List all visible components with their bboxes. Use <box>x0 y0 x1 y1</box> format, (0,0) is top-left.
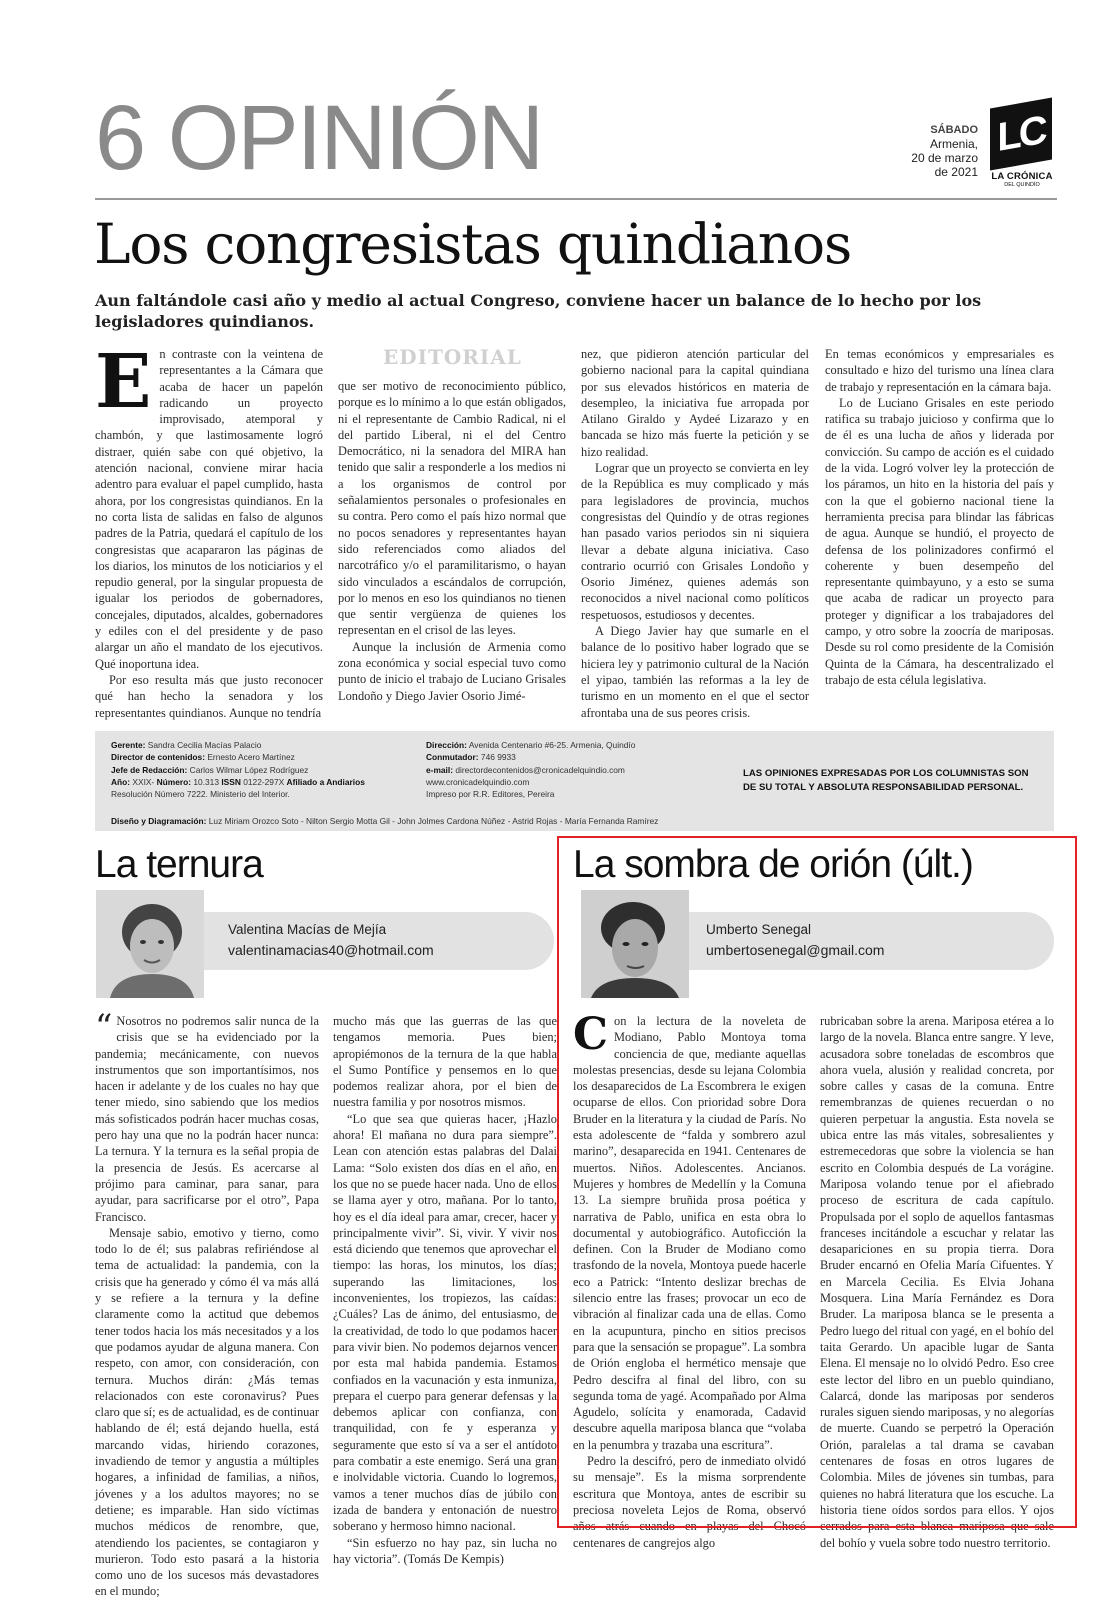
editorial-col3-p1: nez, que pidieron atención particular del gobierno nacional para la capital quindiana por sus elevados históricos en materia de desempleo, la iniciativa fue arropada por Atilano Giraldo y Aydeé Lizarazo y en bancada se hizo más fuerte la petición y se hizo realidad. <box>581 347 809 459</box>
ternura-column-2 <box>333 1013 557 1567</box>
author-avatar-ternura <box>96 890 204 998</box>
ano-label: Año: <box>111 776 131 787</box>
logo-sub: DEL QUINDÍO <box>1004 182 1040 188</box>
orion-c1-p1: on la lectura de la noveleta de Modiano, Pablo Montoya toma conciencia de que, mediante aquellas molestas presencias, desde su lejana Colombia los desaparecidos de La Escombrera le exigen ocuparse de ellos. Con prioridad sobre Dora Bruder en la literatura y la ciudad de París. No esta adolescente de “falda y sombrero azul marino”, desaparecida en 1941. Centenares de muertos. Niños. Adolescentes. Ancianos. Mujeres y hombres de Medellín y la Comuna 13. La siempre bruñida prosa poética y narrativa de Pablo, unifica en esta obra lo documental y autobiográfico. Autoficción la definen. Con la Bruder de Modiano como trasfondo de la novela, Montoya puede hacerle eco a Patrick: “Intento deslizar brechas de silencio entre las frases; provocar un eco de vibración al finalizar cada una de ellas. Como en la acupuntura, pincho en sitios precisos para que la sensación se propague”. La sombra de Orión engloba el hermético mensaje que Pedro descifra al final del libro, con su segunda toma de yagé. Acompañado por Alma Agudelo, solícita y enamorada, Cadavid descubre aquella mariposa blanca que “volaba en la penumbra y trazaba una escritura”. <box>573 1014 806 1452</box>
conmutador-value: 746 9933 <box>480 752 516 763</box>
author-name-orion: Umberto Senegal <box>706 922 812 937</box>
date-day: SÁBADO <box>930 124 978 136</box>
director-name: Ernesto Acero Martínez <box>207 752 295 763</box>
editorial-headline: Los congresistas quindianos <box>94 212 851 276</box>
editorial-col2-p2: Aunque la inclusión de Armenia como zona económica y social especial tuvo como punto de inicio el trabajo de Luciano Grisales Londoño y Diego Javier Osorio Jimé- <box>338 639 566 703</box>
direccion-label: Dirección: <box>426 740 467 750</box>
jefe-label: Jefe de Redacción: <box>111 764 188 775</box>
editorial-col3-p2: Lograr que un proyecto se convierta en ley de la República es muy complicado y más para legisladores de provincia, muchos congresistas del Quindío y de otras regiones han pasado varios periodos sin ni siquiera llevar a debate alguna iniciativa. Caso contrario ocurrió con Grisales Londoño y Osorio Jiménez, quienes además son reconocidos a nivel nacional como políticos respetuosos, estudiosos y decentes. <box>581 461 809 622</box>
numero-value: 10.313 <box>193 776 219 787</box>
diseno-names: Luz Miriam Orozco Soto - Nilton Sergio Motta Gil - John Jolmes Cardona Núñez - Astrid Rojas - María Fernanda Ramírez <box>208 816 659 826</box>
jefe-name: Carlos Wilmar López Rodríguez <box>189 764 309 775</box>
masthead-design-credits <box>111 815 1041 827</box>
newspaper-logo[interactable] <box>990 103 1054 189</box>
ternura-column-1 <box>95 1007 319 1600</box>
orion-c2-p1: rubricaban sobre la arena. Mariposa etérea a lo largo de la novela. Blanca entre sangre. Y leve, acusadora sobre toneladas de escombros que ahora vuela, alusión y realidad concreta, por sobre calles y casas de la comuna. Entre remembranzas de quienes recuerdan o no quieren perpetuar la angustia. Esta novela se ubica entre las más vitales, sobresalientes y estremecedoras que sobre la violencia se han escrito en Colombia después de La vorágine. Mariposa volando tenue por el afiebrado proceso de escritura de cada capítulo. Propulsada por el soplo de aquellos fantasmas franceses incitándole a escuchar y relatar las desapariciones en su propia tierra. Dora Bruder encarnó en Ofelia María Cifuentes. Y en Marcela Cecilia. Es Elvia Johana Mosquera. Lina María Fernández es Dora Bruder. La mariposa blanca se le presenta a Pedro luego del ritual con yagé, en el bohío del taita Gerardo. Un apacible lugar de Santa Elena. El mensaje no lo olvidó Pedro. Eso cree este lector del libro en un pueblo quindiano, Calarcá, donde las mariposas por senderos rurales siguen siendo mariposas, y no alegorías de muerte. Cuando se perpetró la Operación Orión, paralelas a tal drama se cavaban centenares de fosas en otros lugares de Colombia. Miles de jóvenes sin tumbas, para quienes no habrá literatura que los escuche. La historia tiene oídos sordos para ellos. Y ojos cerrados para esta blanca mariposa que sale del bohío y vuela sobre todo nuestro territorio. <box>820 1014 1054 1550</box>
masthead-web-link[interactable]: www.cronicadelquindio.com <box>426 776 530 787</box>
issn-label: ISSN <box>221 776 241 787</box>
editorial-col4-p1: En temas económicos y empresariales es consultado e hizo del turismo una línea clara de trabajo y representación en la cámara baja. <box>825 347 1054 394</box>
highlight-frame <box>557 836 1077 1528</box>
editorial-col1-p1: n contraste con la veintena de representantes a la Cámara que acaba de hacer un papelón radicando un proyecto improvisado, atemporal y chambón, y que lastimosamente logró distraer, quién sabe con qué objetivo, la atención nacional, conviene mirar hacia adentro para evaluar el papel cumplido, hasta ahora, por los congresistas quindianos. En la no corta lista de salidas en falso de algunos padres de la Patria, quedará el capítulo de los congresistas que acapararon las páginas de los diarios, los minutos de los noticiarios y el repudio general, por la singular propuesta de igualar los periodos de gobernadores, concejales, diputados, alcaldes, gobernadores y ediles con el del presidente y de paso alargar un año el mandato de los ejecutivos. Qué inoportuna idea. <box>95 347 323 671</box>
afiliado-text: Afiliado a Andiarios <box>286 776 365 787</box>
disclaimer-text: LAS OPINIONES EXPRESADAS POR LOS COLUMNISTAS SON DE SU TOTAL Y ABSOLUTA RESPONSABILIDAD PERSONAL. <box>743 768 1029 793</box>
column-ternura-title: La ternura <box>95 843 263 886</box>
email-label: e-mail: <box>426 764 453 775</box>
date-full: 20 de marzo <box>911 151 978 165</box>
director-label: Director de contenidos: <box>111 752 205 763</box>
orion-c1-p2: Pedro la descifró, pero de inmediato olvidó su mensaje”. Es la misma sorprendente escritura que Montoya, antes de escribir su preciosa noveleta Lejos de Roma, observó años atrás cuando en playas del Chocó centenares de cangrejos algo <box>573 1454 806 1550</box>
logo-brand: LA CRÓNICA <box>991 171 1053 182</box>
date-year: de 2021 <box>934 165 978 179</box>
author-name-ternura: Valentina Macías de Mejía <box>228 922 387 937</box>
author-bar-ternura <box>150 912 554 970</box>
numero-label: Número: <box>156 776 192 787</box>
editorial-dropcap: E <box>95 339 152 425</box>
section-title: 6 OPINIÓN <box>95 87 543 189</box>
date-city: Armenia, <box>929 137 978 151</box>
editorial-column-4 <box>825 346 1054 688</box>
editorial-col4-p2: Lo de Luciano Grisales en este periodo ratifica su trabajo juicioso y confirma que lo de él es una lucha de años y liderada por convicción. Su campo de acción es el cuidado de la vida. Logró volver ley la protección de los páramos, un hito en la historia del país y con la que el gobierno nacional tiene la herramienta precisa para blindar las fábricas de agua. Aunque se hundió, el proyecto de defensa de los polinizadores confirmó el coherente y buen desempeño del representante quimbayuno, y a esto se suma que acaba de radicar un proyecto para proteger y dignificar a los trabajadores del campo, y otro sobre la zoocría de mariposas. Desde su rol como presidente de la Comisión Quinta de la Cámara, ha descentralizado el trabajo de esta célula legislativa. <box>825 395 1054 687</box>
editorial-column-3 <box>581 346 809 721</box>
logo-mark: LC <box>990 98 1052 171</box>
ano-value: XXIX- <box>132 776 155 787</box>
direccion-value: Avenida Centenario #6-25. Armenia, Quindío <box>468 740 636 750</box>
editorial-label: EDITORIAL <box>383 345 522 369</box>
editorial-column-2 <box>338 378 566 704</box>
masthead-contact <box>426 739 726 800</box>
conmutador-label: Conmutador: <box>426 752 479 763</box>
editorial-col3-p3: A Diego Javier hay que sumarle en el balance de lo positivo haber logrado que se hiciera ley y patrimonio cultural de la Nación el yipao, también las reformas a la ley de turismo en un momento en el que el sector afrontaba una de sus peores crisis. <box>581 624 809 720</box>
issn-value: 0122-297X <box>243 776 285 787</box>
impreso-text: Impreso por R.R. Editores, Pereira <box>426 789 555 800</box>
ternura-c2-p3: “Sin esfuerzo no hay paz, sin lucha no hay victoria”. (Tomás De Kempis) <box>333 1535 557 1566</box>
editorial-column-1 <box>95 339 323 721</box>
quote-mark: “ <box>95 1007 113 1047</box>
gerente-label: Gerente: <box>111 740 146 750</box>
gerente-name: Sandra Cecilia Macías Palacio <box>147 740 262 750</box>
header-divider <box>95 198 1057 200</box>
author-email-ternura[interactable]: valentinamacias40@hotmail.com <box>228 942 434 958</box>
author-email-orion[interactable]: umbertosenegal@gmail.com <box>706 942 885 958</box>
ternura-c1-p2: Mensaje sabio, emotivo y tierno, como todo lo de él; sus palabras refiriéndose al tema de actualidad: la pandemia, con la crisis que ha generado y cómo él va más allá y se refiere a la ternura y la define claramente como la actitud que debemos tener todos hacia los más necesitados y a los que podamos ayudar de alguna manera. Con respeto, con amor, con consideración, con ternura. Muchos dirán: ¿Más temas relacionados con este coronavirus? Pues claro que sí; es de actualidad, es de continuar hablando de él; está dejando huella, está marcando vidas, hiriendo corazones, invadiendo de temor y angustia a múltiples hogares, a infinidad de familias, a niños, jóvenes y a los adultos mayores; no se detiene; es imparable. Han sido víctimas muchos médicos de renombre, que, atendiendo los pacientes, se contagiaron y murieron. Todo esto pasará a la historia como uno de los sucesos más devastadores en el mundo; <box>95 1225 319 1599</box>
masthead-staff <box>111 739 431 800</box>
ternura-c1-p1: Nosotros no podremos salir nunca de la crisis que se ha evidenciado por la pandemia; mecánicamente, con nuevos instrumentos que son importantísimos, nos hacen ir adelante y de los cuales no hay que tener miedo, sino sabiendo que los medios más sofisticados podrán hacer muchas cosas, pero hay una que no la podrán hacer nunca: La ternura. Y la ternura es la señal propia de la presencia de Jesús. Es acercarse al prójimo para caminar, para sanar, para ayudar, para sacrificarse por el otro”, Papa Francisco. <box>95 1014 319 1224</box>
editorial-col2-p1: que ser motivo de reconocimiento público, porque es lo mínimo a lo que están obligados, ni el representante de Cambio Radical, ni el del partido Liberal, ni el del Centro Democrático, ni la senadora del MIRA han tenido que salir a responderle a los medios ni a los organismos de control por señalamientos personales o profesionales en su contra. Pero como el país hizo normal que no pocos senadores y representantes hayan sido referenciados como aliados del narcotráfico y/o el paramilitarismo, o hayan sido vinculados a escándalos de corrupción, por lo menos en eso los quindianos no tienen que sentir vergüenza de quienes los representan en el crisol de las leyes. <box>338 379 566 638</box>
resolucion-text: Resolución Número 7222. Ministerio del Interior. <box>111 789 290 800</box>
masthead-email-link[interactable]: directordecontenidos@cronicadelquindio.com <box>455 764 625 775</box>
date-box <box>900 123 978 179</box>
orion-dropcap: C <box>573 1009 609 1060</box>
ternura-c2-p2: “Lo que sea que quieras hacer, ¡Hazlo ahora! El mañana no dura para siempre”. Lean con atención estas palabras del Dalai Lama: “Solo existen dos días en el año, en los que no se puede hacer nada. Uno de ellos se llama ayer y otro, mañana. Por lo tanto, hoy es el día ideal para amar, crecer, hacer y principalmente vivir”. Si, vivir. Y vivir nos está diciendo que tenemos que aprovechar el tiempo: las horas, los minutos, los días; superando las limitaciones, los inconvenientes, los tropiezos, las caídas: ¿Cuáles? Las de ánimo, del entusiasmo, de la creatividad, de todo lo que podamos hacer para vivir bien. No podemos dejarnos vencer por esta mal habida pandemia. Estamos confiados en la vacunación y esta inmuniza, prepara el cuerpo para generar defensas y la debemos aplicar con confianza, con tranquilidad, con fe y esperanza y seguramente que esto sí va a ser el antídoto para combatir a este enemigo. Será una gran e inolvidable victoria. Cuando lo logremos, vamos a tener muchos días de júbilo con izada de bandera y entonación de nuestro soberano y hermoso himno nacional. <box>333 1111 557 1534</box>
masthead-box <box>95 731 1054 831</box>
ternura-c2-p1: mucho más que las guerras de las que tengamos memoria. Pues bien; apropiémonos de la ternura de la que habla el Sumo Pontífice y pensemos en lo que podemos realizar ahora, por el bien de nuestra familia y por nosotros mismos. <box>333 1014 557 1110</box>
column-orion-title: La sombra de orión (últ.) <box>573 843 973 886</box>
diseno-label: Diseño y Diagramación: <box>111 816 207 826</box>
editorial-deck: Aun faltándole casi año y medio al actual Congreso, conviene hacer un balance de lo hecho por los legisladores quindianos. <box>95 291 982 331</box>
editorial-col1-p2: Por eso resulta más que justo reconocer qué han hecho la senadora y los representantes quindianos. Aunque no tendría <box>95 672 323 720</box>
